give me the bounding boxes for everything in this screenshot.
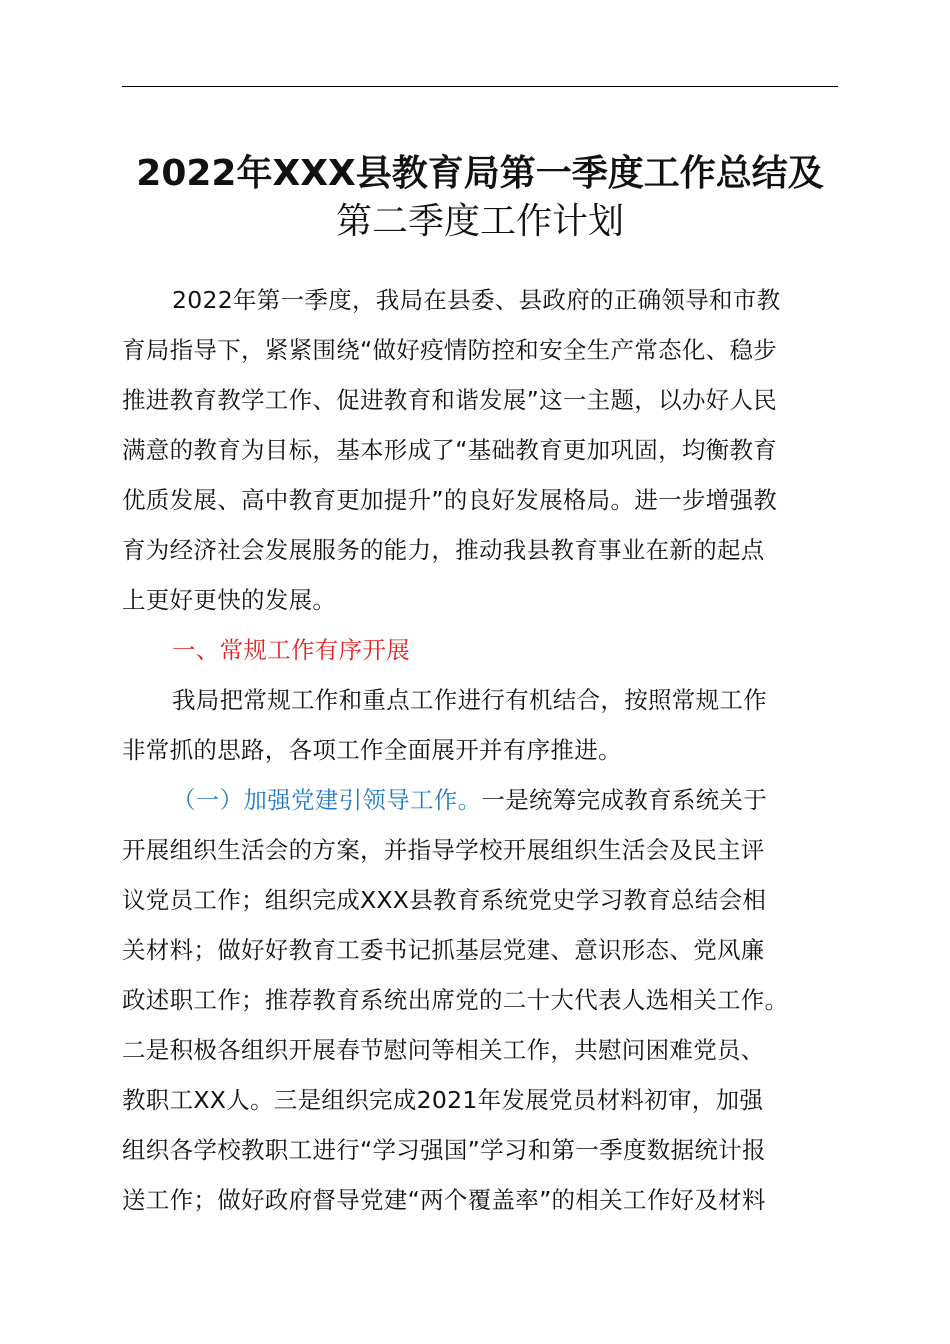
subsection-heading: （一）加强党建引领导工作。 [172, 786, 482, 814]
subsection-line-rest: 一是统筹完成教育系统关于 [481, 786, 768, 814]
subsection-line: 议党员工作；组织完成XXX县教育系统党史学习教育总结会相 [122, 886, 767, 914]
document-body [122, 275, 840, 1225]
document-title [90, 150, 870, 246]
intro-line: 2022年第一季度，我局在县委、县政府的正确领导和市教 [172, 286, 781, 314]
subsection-line: 开展组织生活会的方案，并指导学校开展组织生活会及民主评 [122, 836, 765, 864]
subsection-line: 送工作；做好政府督导党建“两个覆盖率”的相关工作好及材料 [122, 1186, 766, 1214]
intro-line: 优质发展、高中教育更加提升”的良好发展格局。进一步增强教 [122, 486, 778, 514]
intro-line: 推进教育教学工作、促进教育和谐发展”这一主题，以办好人民 [122, 386, 778, 414]
header-rule [122, 86, 838, 87]
intro-line: 育局指导下，紧紧围绕“做好疫情防控和安全生产常态化、稳步 [122, 336, 778, 364]
subsection-line: 组织各学校教职工进行“学习强国”学习和第一季度数据统计报 [122, 1136, 766, 1164]
intro-line: 育为经济社会发展服务的能力，推动我县教育事业在新的起点 [122, 536, 765, 564]
intro-line: 上更好更快的发展。 [122, 586, 337, 614]
subsection-line: 教职工XX人。三是组织完成2021年发展党员材料初审，加强 [122, 1086, 764, 1114]
subsection-line: 二是积极各组织开展春节慰问等相关工作，共慰问困难党员、 [122, 1036, 765, 1064]
title-line-1: 2022年XXX县教育局第一季度工作总结及 [136, 153, 824, 194]
section-line: 我局把常规工作和重点工作进行有机结合，按照常规工作 [172, 686, 767, 714]
title-line-2: 第二季度工作计划 [335, 201, 624, 242]
subsection-line: 政述职工作；推荐教育系统出席党的二十大代表人选相关工作。 [122, 986, 789, 1014]
section-line: 非常抓的思路，各项工作全面展开并有序推进。 [122, 736, 622, 764]
subsection-line: 关材料；做好好教育工委书记抓基层党建、意识形态、党风廉 [122, 936, 765, 964]
section-heading: 一、常规工作有序开展 [172, 636, 410, 664]
subsection-first-line [122, 775, 840, 825]
intro-line: 满意的教育为目标，基本形成了“基础教育更加巩固，均衡教育 [122, 436, 778, 464]
